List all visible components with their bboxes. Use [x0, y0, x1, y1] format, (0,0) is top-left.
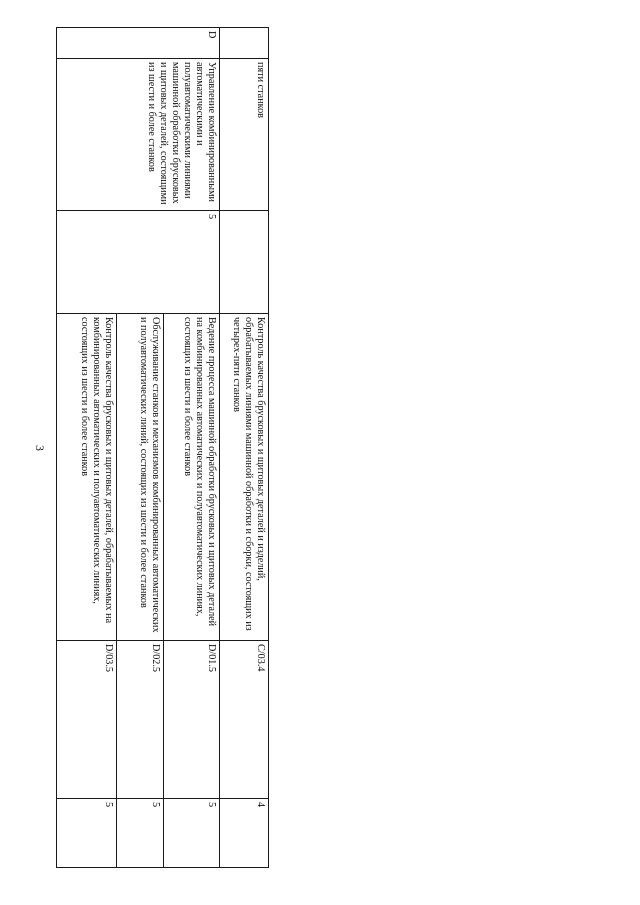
rotated-table-container: [57, 27, 269, 867]
labor-function-name-cell: Ведение процесса машинной обработки брусковых и щитовых деталей на комбинированных автоматических и полуавтоматических линиях, состоящих из шести и более станков: [164, 314, 220, 641]
professional-standard-table: [56, 27, 269, 868]
table-row: [164, 28, 220, 868]
qualification-level-cell: [220, 211, 269, 314]
table-row: [220, 28, 269, 868]
labor-function-code-cell: C/03.4: [220, 641, 269, 799]
generalized-function-code-cell: D: [57, 28, 220, 59]
labor-function-name-cell: Контроль качества брусковых и щитовых деталей, обрабатываемых на комбинированных автоматических и полуавтоматических линиях, состоящих из шести и более станков: [57, 314, 117, 641]
generalized-function-code-cell: [220, 28, 269, 59]
sublevel-cell: 5: [57, 799, 117, 868]
qualification-level-cell: 5: [57, 211, 220, 314]
sublevel-cell: 5: [117, 799, 164, 868]
labor-function-code-cell: D/02.5: [117, 641, 164, 799]
labor-function-code-cell: D/03.5: [57, 641, 117, 799]
generalized-function-name-cell: пяти станков: [220, 59, 269, 211]
sublevel-cell: 5: [164, 799, 220, 868]
labor-function-code-cell: D/01.5: [164, 641, 220, 799]
sublevel-cell: 4: [220, 799, 269, 868]
labor-function-name-cell: Контроль качества брусковых и щитовых деталей и изделий, обрабатываемых линиями машинной обработки и сборки, состоящих из четырех-пяти станков: [220, 314, 269, 641]
generalized-function-name-cell: Управление комбинированными автоматическими и полуавтоматическими линиями машинной обработки брусковых и щитовых деталей, состоящими из шести и более станков: [57, 59, 220, 211]
labor-function-name-cell: Обслуживание станков и механизмов комбинированных автоматических и полуавтоматических линий, состоящих из шести и более станков: [117, 314, 164, 641]
page-number: 3: [33, 445, 47, 451]
